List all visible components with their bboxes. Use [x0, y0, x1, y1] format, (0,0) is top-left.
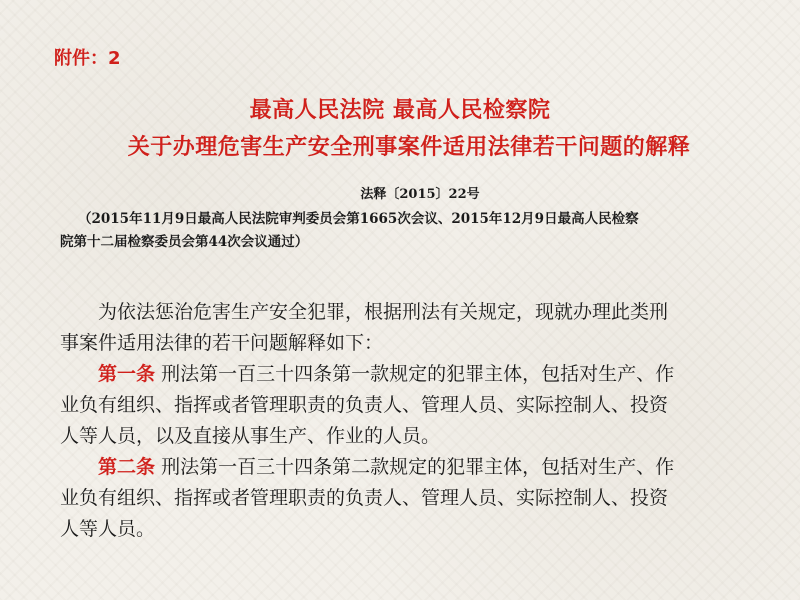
- body-text: [60, 297, 760, 545]
- article-1-line-1: [60, 359, 760, 390]
- title-line-2: 关于办理危害生产安全刑事案件适用法律若干问题的解释: [127, 135, 691, 160]
- article-2: [60, 452, 760, 545]
- intro-line-2: 事案件适用法律的若干问题解释如下：: [60, 332, 384, 354]
- article-1-text-1: 刑法第一百三十四条第一款规定的犯罪主体，包括对生产、作: [155, 363, 675, 385]
- article-2-line-3: 人等人员。: [60, 518, 156, 540]
- intro-line-1: 为依法惩治危害生产安全犯罪，根据刑法有关规定，现就办理此类刑: [60, 301, 669, 323]
- article-2-line-1: [60, 452, 760, 483]
- meeting-note-line-1: （2015年11月9日最高人民法院审判委员会第1665次会议、2015年12月9日最高人民检察: [78, 211, 639, 227]
- attachment-label: 附件：2: [54, 48, 121, 69]
- meeting-note-line-2: 院第十二届检察委员会第44次会议通过）: [60, 234, 309, 250]
- intro-paragraph: [60, 297, 760, 359]
- meeting-note: [62, 208, 752, 254]
- article-2-line-2: 业负有组织、指挥或者管理职责的负责人、管理人员、实际控制人、投资: [60, 487, 669, 509]
- article-2-text-1: 刑法第一百三十四条第二款规定的犯罪主体，包括对生产、作: [155, 456, 675, 478]
- article-1-label: 第一条: [98, 363, 156, 385]
- article-1-line-2: 业负有组织、指挥或者管理职责的负责人、管理人员、实际控制人、投资: [60, 394, 669, 416]
- title-line-1: 最高人民法院 最高人民检察院: [249, 98, 551, 123]
- article-2-label: 第二条: [98, 456, 156, 478]
- document-number: 法释〔2015〕22号: [360, 187, 480, 202]
- article-1-line-3: 人等人员，以及直接从事生产、作业的人员。: [60, 425, 441, 447]
- article-1: [60, 359, 760, 452]
